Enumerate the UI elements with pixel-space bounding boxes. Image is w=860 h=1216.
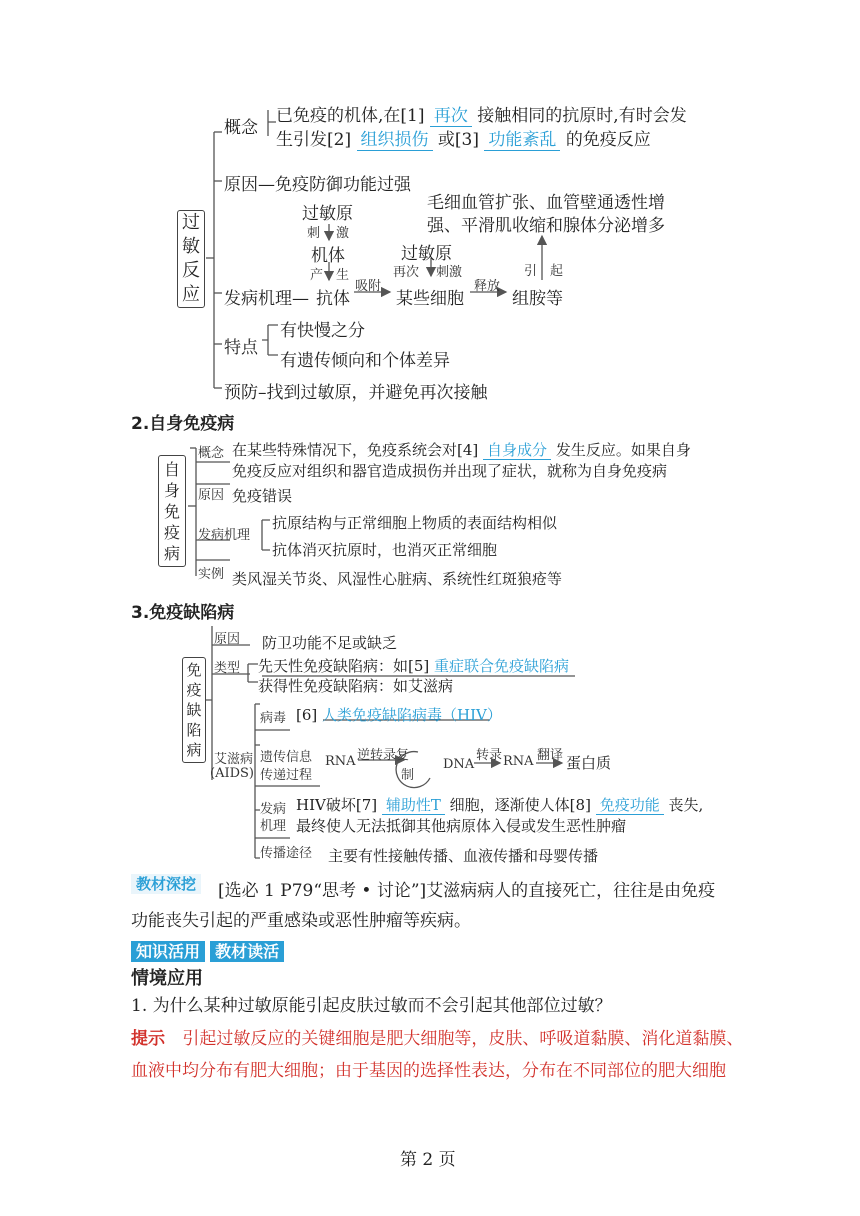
s2-mech-label: 发病机理: [198, 528, 251, 543]
concept-text: 生引发[2]: [276, 130, 352, 150]
concept-text: 的免疫反应: [565, 130, 651, 150]
question-1: 1. 为什么某种过敏原能引起皮肤过敏而不会引起其他部位过敏？: [131, 996, 612, 1016]
type-text: 先天性免疫缺陷病：如[5]: [258, 657, 430, 675]
s3-type-label: 类型: [214, 661, 241, 676]
s1-histamine: 组胺等: [512, 289, 563, 309]
s1-title-char: 应: [182, 284, 200, 305]
deep-tag: [131, 873, 201, 894]
concept-text: 接触相同的抗原时,有时会发: [477, 106, 687, 126]
s2-example-label: 实例: [198, 567, 225, 582]
apply-tags: [131, 939, 284, 962]
s3-title-char: 疫: [186, 681, 202, 699]
s3-aids-label: 艾滋病: [214, 752, 254, 767]
tag-knowledge: 知识活用: [131, 941, 205, 962]
s2-heading: 2.自身免疫病: [131, 414, 235, 434]
s3-path-line1: [296, 794, 703, 815]
s3-cause: 防卫功能不足或缺乏: [262, 634, 398, 652]
blank-8: 免疫功能: [596, 796, 664, 815]
again-label: 再次: [393, 265, 420, 280]
page-number: 第 2 页: [400, 1150, 456, 1170]
s3-heading: 3.免疫缺陷病: [131, 603, 235, 623]
stim-ci: 刺: [307, 226, 321, 241]
s2-concept-line1: [232, 439, 691, 460]
s3-path-label-2: 机理: [260, 819, 287, 834]
s2-title-char: 病: [163, 543, 180, 563]
s3-cause-label: 原因: [214, 632, 241, 647]
s1-antibody: 抗体: [316, 289, 350, 309]
s1-title-box: [177, 210, 205, 308]
blank-2: 组织损伤: [357, 130, 433, 151]
apply-heading: 情境应用: [131, 968, 203, 989]
s2-mech-1: 抗原结构与正常细胞上物质的表面结构相似: [272, 514, 558, 532]
s1-effect-line1: 毛细血管扩张、血管壁通透性增: [427, 193, 665, 213]
s1-allergen: 过敏原: [302, 204, 353, 224]
blank-7: 辅助性T: [382, 796, 445, 815]
rna-1: RNA: [325, 754, 356, 769]
s3-title-char: 免: [186, 661, 202, 679]
s2-title-char: 免: [163, 501, 180, 521]
s1-feature-label: 特点: [224, 338, 258, 358]
s1-allergen-2: 过敏原: [401, 244, 452, 264]
s2-title-box: [158, 455, 186, 567]
hint-text: 引起过敏反应的关键细胞是肥大细胞等，皮肤、呼吸道黏膜、消化道黏膜、: [182, 1029, 744, 1049]
path-text: 细胞，逐渐使人体[8]: [449, 796, 591, 814]
release-label: 释放: [474, 279, 501, 294]
rt-label-2: 制: [401, 768, 415, 783]
s1-title-char: 敏: [182, 236, 200, 257]
deep-line-1: [选必 1 P79“思考 • 讨论”]艾滋病病人的直接死亡，往往是由免疫: [218, 881, 716, 901]
s2-title-char: 自: [163, 459, 180, 479]
s3-title-box: [182, 657, 206, 763]
s3-gene-label-2: 传递过程: [260, 768, 313, 783]
s2-concept-label: 概念: [198, 446, 225, 461]
s2-mech-2: 抗体消灭抗原时，也消灭正常细胞: [272, 541, 498, 559]
rna-2: RNA: [503, 754, 534, 769]
path-text: HIV破坏[7]: [296, 796, 378, 814]
s3-virus: [296, 704, 502, 725]
dna: DNA: [443, 757, 475, 772]
blank-1: 再次: [430, 106, 472, 127]
hint-line-1: [131, 1024, 743, 1049]
s3-type-1: [258, 655, 569, 676]
s2-title-char: 疫: [163, 522, 180, 542]
cause-qi: 起: [550, 264, 564, 279]
s3-path-line2: 最终使人无法抵御其他病原体入侵或发生恶性肿瘤: [296, 817, 627, 835]
s3-spread-label: 传播途径: [260, 846, 313, 861]
blank-4: 自身成分: [483, 441, 551, 460]
s1-cells: 某些细胞: [396, 289, 464, 309]
blank-3: 功能紊乱: [484, 130, 560, 151]
adsorb-label: 吸附: [355, 279, 382, 294]
chan-label: 产: [310, 268, 324, 283]
s1-title-char: 反: [182, 260, 200, 281]
deep-line-2: 功能丧失引起的严重感染或恶性肿瘤等疾病。: [131, 911, 471, 931]
blank-5: 重症联合免疫缺陷病: [434, 657, 570, 675]
s2-example: 类风湿关节炎、风湿性心脏病、系统性红斑狼疮等: [232, 570, 563, 588]
tag-textbook: 教材读活: [210, 941, 284, 962]
s2-cause-label: 原因: [198, 488, 225, 503]
concept-text: 已免疫的机体,在[1]: [276, 106, 425, 126]
hint-line-2: 血液中均分布有肥大细胞；由于基因的选择性表达，分布在不同部位的肥大细胞: [131, 1061, 726, 1081]
s3-spread: 主要有性接触传播、血液传播和母婴传播: [328, 847, 599, 865]
concept-text: 在某些特殊情况下，免疫系统会对[4]: [232, 441, 479, 459]
s1-feature-1: 有快慢之分: [280, 321, 365, 341]
deep-tag-label: 教材深挖: [131, 874, 201, 894]
s1-mech-label: 发病机理—: [224, 289, 309, 309]
hint-label: 提示: [131, 1029, 165, 1049]
concept-text: 或[3]: [437, 130, 479, 150]
transcribe-label: 转录: [476, 748, 503, 763]
virus-text: [6]: [296, 706, 318, 724]
rt-label: 逆转录复: [357, 748, 410, 763]
s3-gene-label: 遗传信息: [260, 750, 313, 765]
s1-concept-line2: [276, 125, 651, 150]
s3-title-char: 陷: [186, 721, 202, 739]
s2-cause: 免疫错误: [232, 487, 293, 505]
s1-concept-label: 概念: [224, 118, 258, 138]
s1-title-char: 过: [182, 212, 200, 233]
s2-title-char: 身: [163, 480, 180, 500]
s2-concept-line2: 免疫反应对组织和器官造成损伤并出现了症状，就称为自身免疫病: [232, 462, 668, 480]
s3-path-label: 发病: [260, 802, 287, 817]
s1-concept-line1: [276, 101, 687, 126]
s3-title-char: 病: [186, 741, 202, 759]
translate-label: 翻译: [537, 748, 564, 763]
s1-cause: 原因—免疫防御功能过强: [224, 175, 411, 195]
stim-ji: 激: [336, 226, 350, 241]
concept-text: 发生反应。如果自身: [555, 441, 691, 459]
stim2-label: 刺激: [436, 265, 463, 280]
sheng-label: 生: [336, 268, 350, 283]
protein: 蛋白质: [566, 754, 612, 772]
s1-prevent: 预防–找到过敏原，并避免再次接触: [224, 383, 488, 403]
s1-feature-2: 有遗传倾向和个体差异: [280, 351, 450, 371]
path-text: 丧失,: [668, 796, 704, 814]
s3-type-2: 获得性免疫缺陷病：如艾滋病: [258, 677, 454, 695]
cause-yin: 引: [524, 264, 538, 279]
s3-title-char: 缺: [186, 701, 202, 719]
s1-body: 机体: [311, 246, 345, 266]
s3-aids-label-2: (AIDS): [210, 766, 254, 781]
s1-effect-line2: 强、平滑肌收缩和腺体分泌增多: [427, 216, 665, 236]
blank-6: 人类免疫缺陷病毒（HIV）: [322, 706, 502, 724]
s3-virus-label: 病毒: [260, 711, 287, 726]
